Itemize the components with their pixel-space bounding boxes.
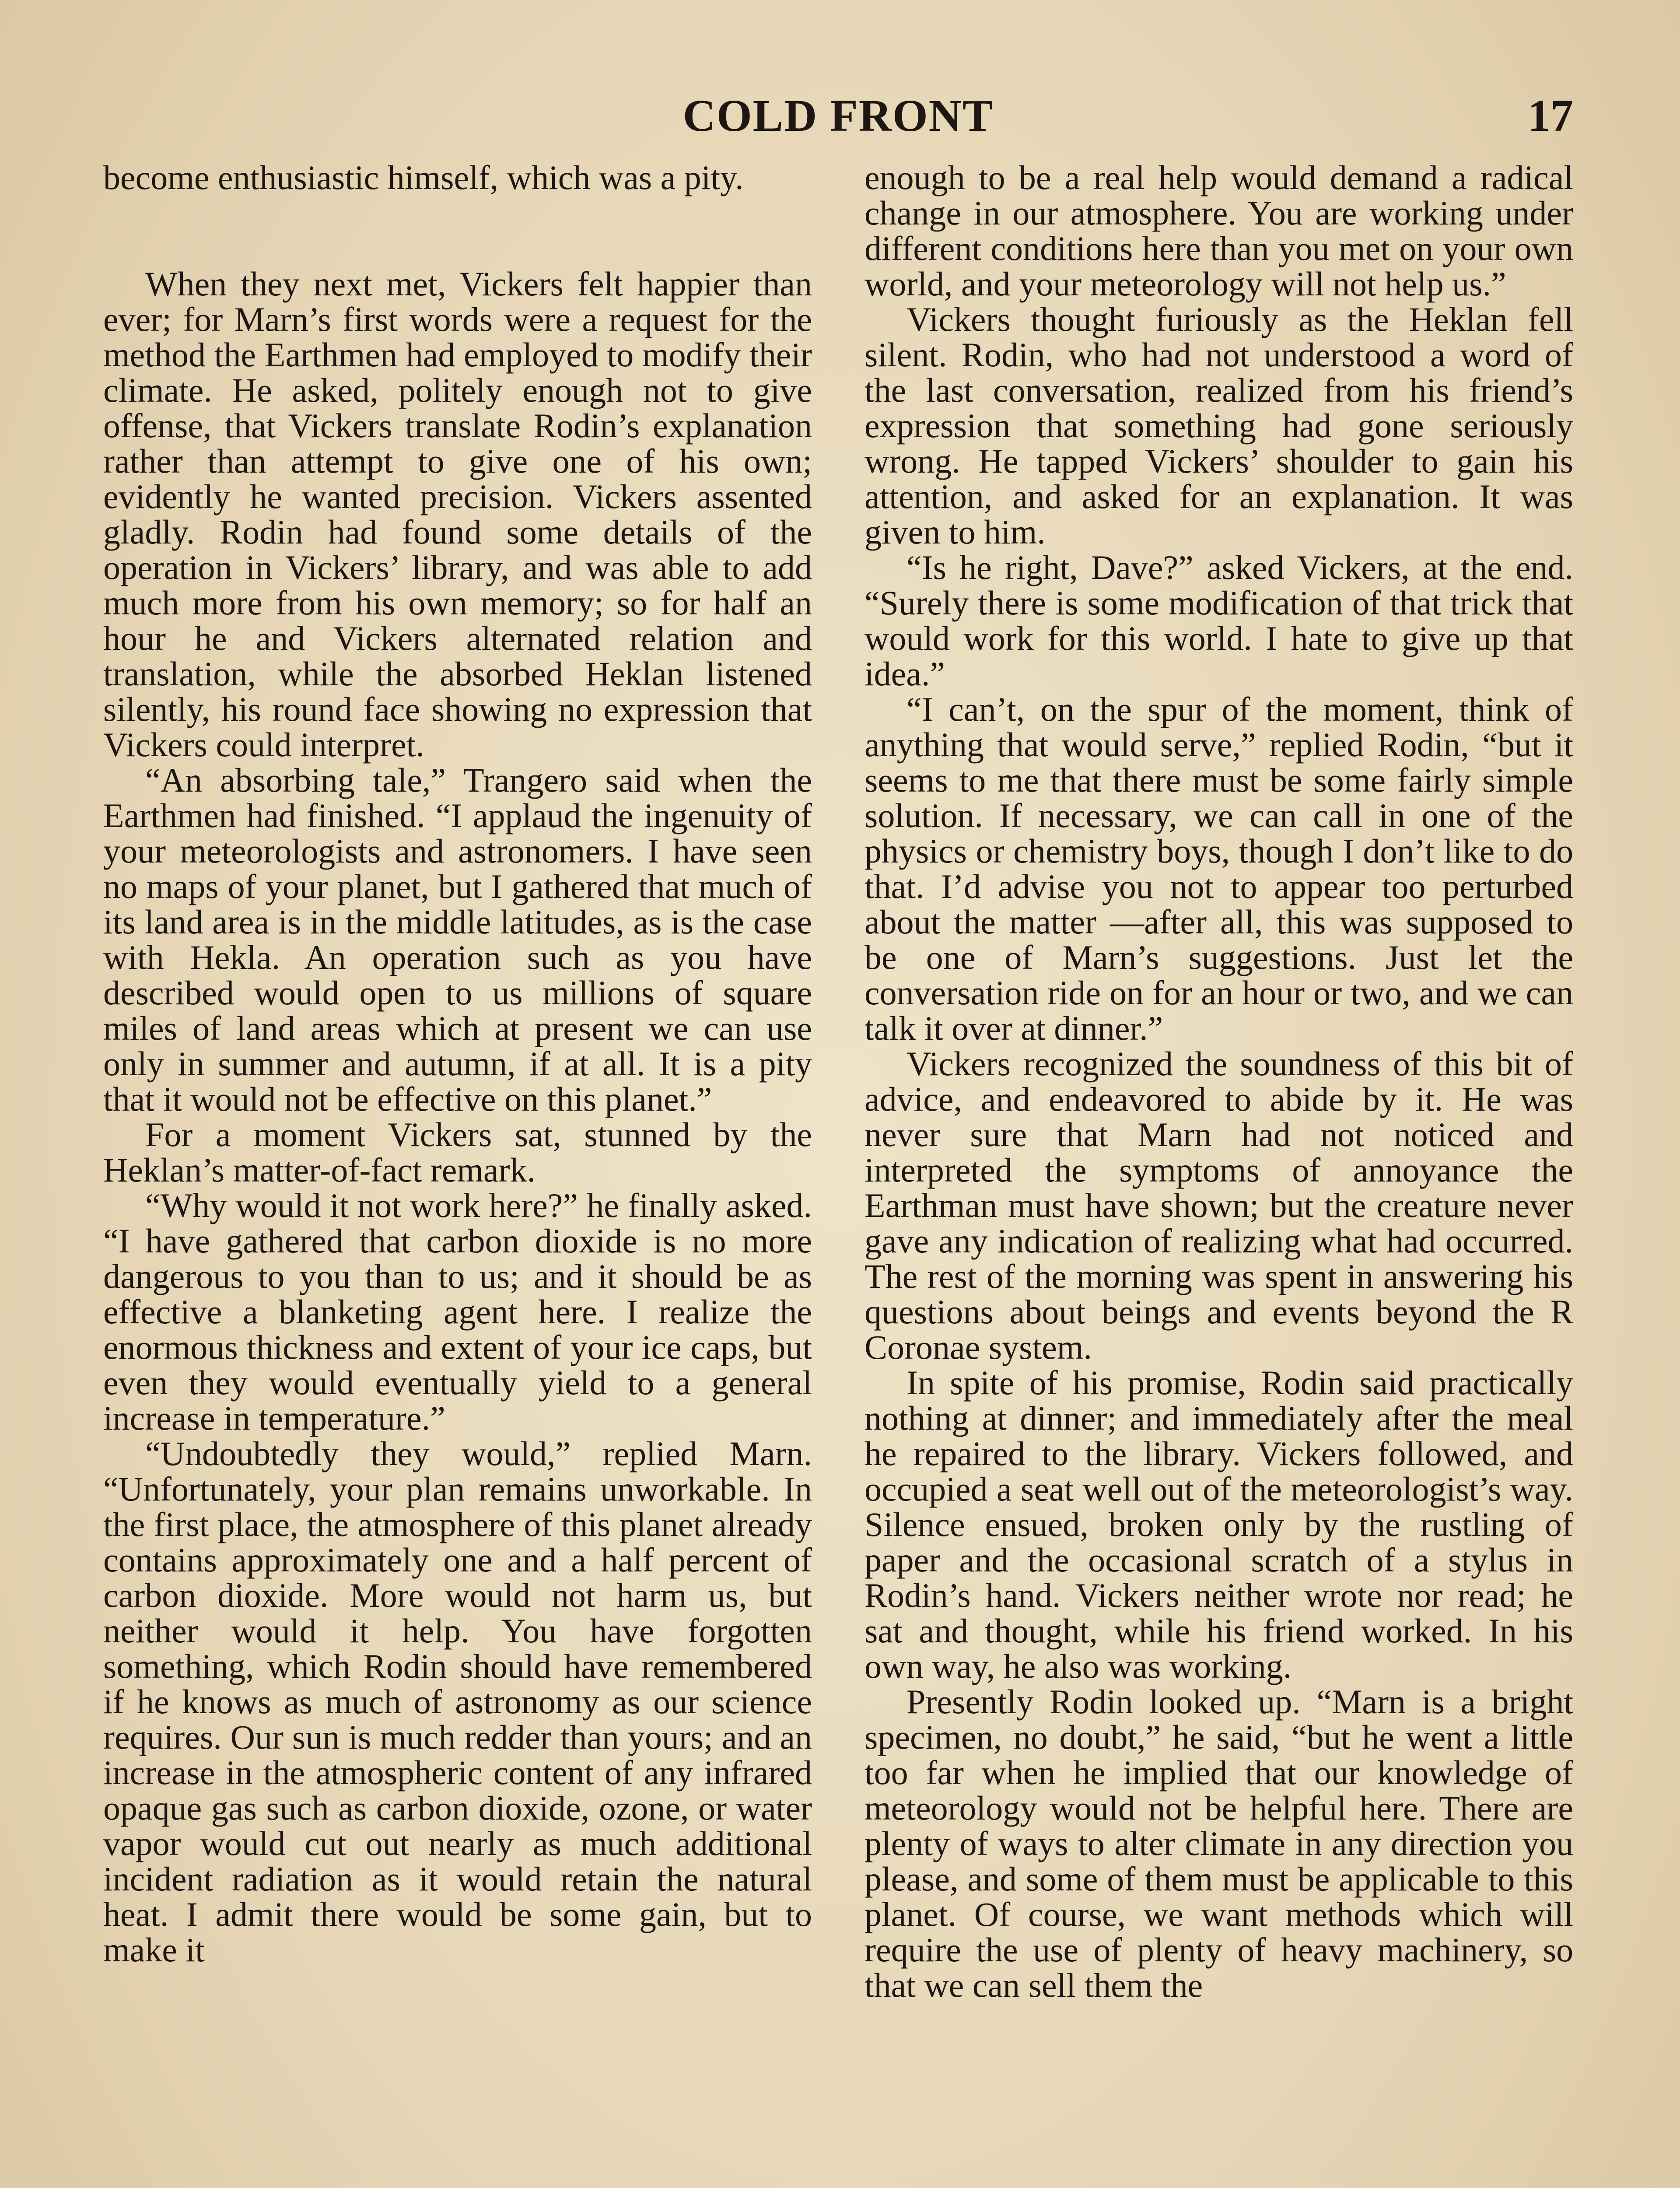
paragraph: When they next met, Vickers felt happier than ever; for Marn’s first words were a request for the method the Earthmen had employed to modify their climate. He asked, politely enough not to give offense, that Vickers translate Rodin’s explanation rather than attempt to give one of his own; evidently he wanted precision. Vickers assented gladly. Rodin had found some details of the operation in Vickers’ library, and was able to add much more from his own memory; so for half an hour he and Vickers alternated relation and translation, while the absorbed Heklan listened silently, his round face showing no expression that Vickers could interpret. — [103, 265, 812, 764]
page-number: 17 — [1528, 91, 1573, 141]
running-title: COLD FRONT — [682, 91, 994, 141]
left-column — [103, 160, 812, 1967]
paragraph: “Is he right, Dave?” asked Vickers, at the end. “Surely there is some modification of that trick that would work for this world. I hate to give up that idea.” — [864, 548, 1573, 693]
paragraph: enough to be a real help would demand a radical change in our atmosphere. You are working under different conditions here than you met on your own world, and your meteorology will not help us.” — [864, 158, 1573, 303]
page-header — [103, 83, 1573, 149]
paragraph: In spite of his promise, Rodin said practically nothing at dinner; and immediately after the meal he repaired to the library. Vickers followed, and occupied a seat well out of the meteorologist’s way. Silence ensued, broken only by the rustling of paper and the occasional scratch of a stylus in Rodin’s hand. Vickers neither wrote nor read; he sat and thought, while his friend worked. In his own way, he also was working. — [864, 1364, 1573, 1685]
section-break — [103, 195, 812, 266]
paragraph: Vickers thought furiously as the Heklan fell silent. Rodin, who had not understood a word of the last conversation, realized from his friend’s expression that something had gone seriously wrong. He tapped Vickers’ shoulder to gain his attention, and asked for an explanation. It was given to him. — [864, 300, 1573, 551]
right-column — [864, 160, 1573, 2003]
paragraph: “Why would it not work here?” he finally asked. “I have gathered that carbon dioxide is no more dangerous to you than to us; and it should be as effective a blanketing agent here. I realize the enormous thickness and extent of your ice caps, but even they would eventually yield to a general increase in temperature.” — [103, 1186, 812, 1437]
paragraph: become enthusiastic himself, which was a pity. — [103, 158, 744, 196]
paragraph: “An absorbing tale,” Trangero said when the Earthmen had finished. “I applaud the ingenuity of your meteorologists and astronomers. I have seen no maps of your planet, but I gathered that much of its land area is in the middle latitudes, as is the case with Hekla. An operation such as you have described would open to us millions of square miles of land areas which at present we can use only in summer and autumn, if at all. It is a pity that it would not be effective on this planet.” — [103, 761, 812, 1118]
paragraph: Presently Rodin looked up. “Marn is a bright specimen, no doubt,” he said, “but he went a little too far when he implied that our knowledge of meteorology would not be helpful here. There are plenty of ways to alter climate in any direction you please, and some of them must be applicable to this planet. Of course, we want methods which will require the use of plenty of heavy machinery, so that we can sell them the — [864, 1683, 1573, 2004]
paragraph: Vickers recognized the soundness of this bit of advice, and endeavored to abide by it. He was never sure that Marn had not noticed and interpreted the symptoms of annoyance the Earthman must have shown; but the creature never gave any indication of realizing what had occurred. The rest of the morning was spent in answering his questions about beings and events beyond the R Coronae system. — [864, 1045, 1573, 1366]
paragraph: “I can’t, on the spur of the moment, think of anything that would serve,” replied Rodin, “but it seems to me that there must be some fairly simple solution. If necessary, we can call in one of the physics or chemistry boys, though I don’t like to do that. I’d advise you not to appear too perturbed about the matter —after all, this was supposed to be one of Marn’s suggestions. Just let the conversation ride on for an hour or two, and we can talk it over at dinner.” — [864, 690, 1573, 1047]
paragraph: For a moment Vickers sat, stunned by the Heklan’s matter-of-fact remark. — [103, 1115, 812, 1189]
paragraph: “Undoubtedly they would,” replied Marn. “Unfortunately, your plan remains unworkable. In the first place, the atmosphere of this planet already contains approximately one and a half percent of carbon dioxide. More would not harm us, but neither would it help. You have forgotten something, which Rodin should have remembered if he knows as much of astronomy as our science requires. Our sun is much redder than yours; and an increase in the atmospheric content of any infrared opaque gas such as carbon dioxide, ozone, or water vapor would cut out nearly as much additional incident radiation as it would retain the natural heat. I admit there would be some gain, but to make it — [103, 1434, 812, 1969]
